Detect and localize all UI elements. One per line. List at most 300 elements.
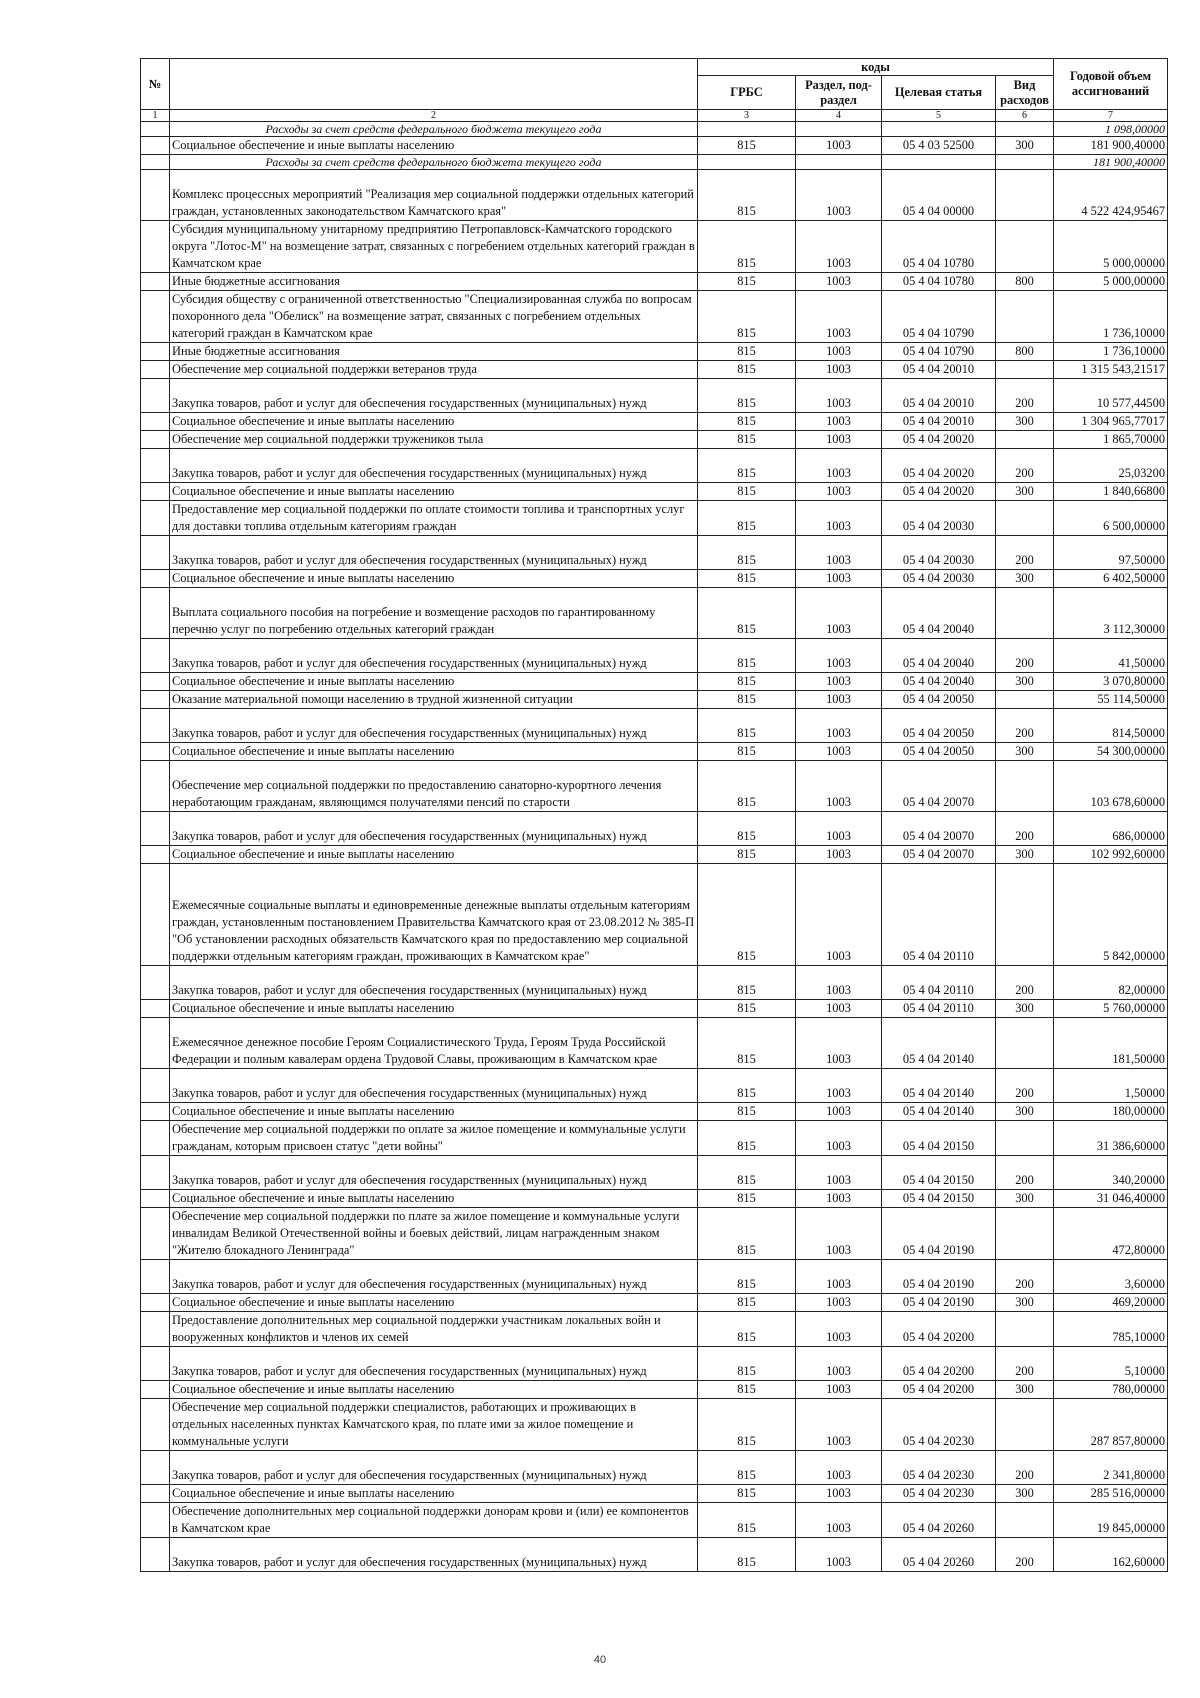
- target-article-cell: 05 4 04 20110: [882, 1000, 996, 1018]
- row-name-cell: Расходы за счет средств федерального бюджета текущего года: [170, 155, 698, 170]
- table-row: [141, 846, 1168, 864]
- grbs-cell: 815: [698, 673, 796, 691]
- target-article-cell: 05 4 03 52500: [882, 137, 996, 155]
- target-article-cell: [882, 155, 996, 170]
- amount-cell: 102 992,60000: [1054, 846, 1168, 864]
- row-name-cell: Закупка товаров, работ и услуг для обеспечения государственных (муниципальных) нужд: [170, 1260, 698, 1294]
- target-article-cell: 05 4 04 20230: [882, 1485, 996, 1503]
- row-name-cell: Социальное обеспечение и иные выплаты населению: [170, 570, 698, 588]
- target-article-cell: 05 4 04 20030: [882, 570, 996, 588]
- section-cell: 1003: [796, 1485, 882, 1503]
- row-number-cell: [141, 1121, 170, 1156]
- table-row: [141, 449, 1168, 483]
- section-cell: 1003: [796, 709, 882, 743]
- amount-cell: 2 341,80000: [1054, 1451, 1168, 1485]
- section-cell: 1003: [796, 1156, 882, 1190]
- row-name-cell: Закупка товаров, работ и услуг для обеспечения государственных (муниципальных) нужд: [170, 536, 698, 570]
- grbs-cell: 815: [698, 812, 796, 846]
- table-row: [141, 1503, 1168, 1538]
- amount-cell: 785,10000: [1054, 1312, 1168, 1347]
- target-article-cell: 05 4 04 20040: [882, 673, 996, 691]
- row-name-cell: Социальное обеспечение и иные выплаты населению: [170, 137, 698, 155]
- grbs-cell: 815: [698, 1347, 796, 1381]
- amount-cell: 1 865,70000: [1054, 431, 1168, 449]
- table-row: [141, 221, 1168, 273]
- section-cell: 1003: [796, 1190, 882, 1208]
- row-number-cell: [141, 709, 170, 743]
- amount-cell: 181 900,40000: [1054, 155, 1168, 170]
- row-name-cell: Социальное обеспечение и иные выплаты населению: [170, 1381, 698, 1399]
- table-row: [141, 343, 1168, 361]
- row-name-cell: Социальное обеспечение и иные выплаты населению: [170, 1485, 698, 1503]
- row-name-cell: Расходы за счет средств федерального бюджета текущего года: [170, 122, 698, 137]
- grbs-cell: 815: [698, 1451, 796, 1485]
- expense-type-cell: [996, 1312, 1054, 1347]
- row-number-cell: [141, 966, 170, 1000]
- grbs-cell: 815: [698, 413, 796, 431]
- appropriations-table: [140, 58, 1168, 1572]
- grbs-cell: 815: [698, 1121, 796, 1156]
- grbs-cell: 815: [698, 1503, 796, 1538]
- expense-type-cell: 300: [996, 1485, 1054, 1503]
- expense-type-cell: 200: [996, 1156, 1054, 1190]
- row-name-cell: Субсидия муниципальному унитарному предприятию Петропавловск-Камчатского городского округа "Лотос-М" на возмещение затрат, связанных с погребением отдельных категорий граждан в Камчатском крае: [170, 221, 698, 273]
- table-row: [141, 1121, 1168, 1156]
- grbs-cell: 815: [698, 743, 796, 761]
- expense-type-cell: [996, 291, 1054, 343]
- expense-type-cell: 200: [996, 1451, 1054, 1485]
- amount-cell: 469,20000: [1054, 1294, 1168, 1312]
- table-row: [141, 864, 1168, 966]
- section-cell: 1003: [796, 743, 882, 761]
- page-number: 40: [593, 1654, 607, 1666]
- table-row: [141, 1381, 1168, 1399]
- amount-cell: 3,60000: [1054, 1260, 1168, 1294]
- table-row: [141, 588, 1168, 639]
- row-number-cell: [141, 1018, 170, 1069]
- section-cell: 1003: [796, 379, 882, 413]
- table-row: [141, 966, 1168, 1000]
- table-row: [141, 1451, 1168, 1485]
- row-number-cell: [141, 1347, 170, 1381]
- grbs-cell: 815: [698, 431, 796, 449]
- grbs-cell: [698, 155, 796, 170]
- expense-type-cell: 300: [996, 413, 1054, 431]
- grbs-cell: 815: [698, 361, 796, 379]
- table-row: [141, 170, 1168, 221]
- table-row: [141, 483, 1168, 501]
- header-grbs: ГРБС: [698, 76, 796, 110]
- grbs-cell: 815: [698, 1538, 796, 1572]
- row-name-cell: Выплата социального пособия на погребение и возмещение расходов по гарантированному перечню услуг по погребению отдельных категорий граждан: [170, 588, 698, 639]
- row-number-cell: [141, 639, 170, 673]
- table-row: [141, 1190, 1168, 1208]
- row-number-cell: [141, 1208, 170, 1260]
- grbs-cell: 815: [698, 221, 796, 273]
- amount-cell: 5 000,00000: [1054, 221, 1168, 273]
- row-number-cell: [141, 449, 170, 483]
- row-name-cell: Обеспечение мер социальной поддержки ветеранов труда: [170, 361, 698, 379]
- section-cell: 1003: [796, 1347, 882, 1381]
- target-article-cell: 05 4 04 10780: [882, 221, 996, 273]
- section-cell: 1003: [796, 1069, 882, 1103]
- column-number: 6: [996, 110, 1054, 122]
- target-article-cell: 05 4 04 20260: [882, 1503, 996, 1538]
- amount-cell: 97,50000: [1054, 536, 1168, 570]
- row-number-cell: [141, 1451, 170, 1485]
- row-name-cell: Закупка товаров, работ и услуг для обеспечения государственных (муниципальных) нужд: [170, 449, 698, 483]
- target-article-cell: 05 4 04 20190: [882, 1260, 996, 1294]
- table-row: [141, 501, 1168, 536]
- grbs-cell: 815: [698, 1208, 796, 1260]
- row-name-cell: Обеспечение мер социальной поддержки по предоставлению санаторно-курортного лечения неработающим гражданам, являющимся получателями пенсий по старости: [170, 761, 698, 812]
- row-name-cell: Социальное обеспечение и иные выплаты населению: [170, 846, 698, 864]
- grbs-cell: 815: [698, 170, 796, 221]
- target-article-cell: 05 4 04 20140: [882, 1018, 996, 1069]
- expense-type-cell: 200: [996, 449, 1054, 483]
- section-cell: 1003: [796, 291, 882, 343]
- section-cell: 1003: [796, 966, 882, 1000]
- section-cell: 1003: [796, 361, 882, 379]
- row-name-cell: Социальное обеспечение и иные выплаты населению: [170, 1190, 698, 1208]
- row-number-cell: [141, 361, 170, 379]
- column-number: 3: [698, 110, 796, 122]
- target-article-cell: 05 4 04 20020: [882, 449, 996, 483]
- amount-cell: 55 114,50000: [1054, 691, 1168, 709]
- target-article-cell: 05 4 04 20150: [882, 1156, 996, 1190]
- table-row: [141, 536, 1168, 570]
- grbs-cell: 815: [698, 1156, 796, 1190]
- expense-type-cell: [996, 864, 1054, 966]
- section-cell: 1003: [796, 536, 882, 570]
- row-name-cell: Обеспечение мер социальной поддержки тружеников тыла: [170, 431, 698, 449]
- amount-cell: 25,03200: [1054, 449, 1168, 483]
- section-cell: 1003: [796, 691, 882, 709]
- row-number-cell: [141, 691, 170, 709]
- table-row: [141, 291, 1168, 343]
- amount-cell: 4 522 424,95467: [1054, 170, 1168, 221]
- amount-cell: 472,80000: [1054, 1208, 1168, 1260]
- grbs-cell: 815: [698, 449, 796, 483]
- target-article-cell: 05 4 04 20020: [882, 431, 996, 449]
- section-cell: 1003: [796, 137, 882, 155]
- target-article-cell: 05 4 04 20010: [882, 361, 996, 379]
- expense-type-cell: 200: [996, 966, 1054, 1000]
- section-cell: 1003: [796, 673, 882, 691]
- table-row: [141, 1294, 1168, 1312]
- expense-type-cell: [996, 361, 1054, 379]
- target-article-cell: 05 4 04 20110: [882, 864, 996, 966]
- expense-type-cell: [996, 1121, 1054, 1156]
- target-article-cell: 05 4 04 20110: [882, 966, 996, 1000]
- target-article-cell: 05 4 04 20140: [882, 1103, 996, 1121]
- header-target: Целевая статья: [882, 76, 996, 110]
- amount-cell: 1 840,66800: [1054, 483, 1168, 501]
- section-cell: 1003: [796, 343, 882, 361]
- section-cell: 1003: [796, 501, 882, 536]
- expense-type-cell: [996, 1503, 1054, 1538]
- target-article-cell: 05 4 04 20190: [882, 1294, 996, 1312]
- row-name-cell: Закупка товаров, работ и услуг для обеспечения государственных (муниципальных) нужд: [170, 966, 698, 1000]
- row-number-cell: [141, 291, 170, 343]
- section-cell: 1003: [796, 1538, 882, 1572]
- row-name-cell: Ежемесячные социальные выплаты и единовременные денежные выплаты отдельным категориям граждан, установленным постановлением Правительства Камчатского края от 23.08.2012 № 385-П "Об установлении расходных обязательств Камчатского края по предоставлению мер социальной поддержки отдельным категориям граждан, проживающих в Камчатском крае": [170, 864, 698, 966]
- table-row: [141, 709, 1168, 743]
- amount-cell: 814,50000: [1054, 709, 1168, 743]
- table-row: [141, 1156, 1168, 1190]
- grbs-cell: 815: [698, 501, 796, 536]
- row-name-cell: Социальное обеспечение и иные выплаты населению: [170, 413, 698, 431]
- target-article-cell: 05 4 04 20010: [882, 413, 996, 431]
- expense-type-cell: [996, 155, 1054, 170]
- grbs-cell: 815: [698, 1190, 796, 1208]
- amount-cell: 103 678,60000: [1054, 761, 1168, 812]
- table-row: [141, 1018, 1168, 1069]
- amount-cell: 1 736,10000: [1054, 291, 1168, 343]
- table-row: [141, 122, 1168, 137]
- target-article-cell: 05 4 04 20070: [882, 812, 996, 846]
- section-cell: 1003: [796, 431, 882, 449]
- expense-type-cell: [996, 761, 1054, 812]
- table-row: [141, 570, 1168, 588]
- table-row: [141, 155, 1168, 170]
- table-row: [141, 431, 1168, 449]
- amount-cell: 5 000,00000: [1054, 273, 1168, 291]
- grbs-cell: 815: [698, 1069, 796, 1103]
- table-body: [141, 122, 1168, 1572]
- row-number-cell: [141, 122, 170, 137]
- row-number-cell: [141, 536, 170, 570]
- target-article-cell: 05 4 04 10780: [882, 273, 996, 291]
- table-row: [141, 1000, 1168, 1018]
- expense-type-cell: 200: [996, 1069, 1054, 1103]
- row-number-cell: [141, 343, 170, 361]
- amount-cell: 41,50000: [1054, 639, 1168, 673]
- section-cell: 1003: [796, 812, 882, 846]
- expense-type-cell: 200: [996, 379, 1054, 413]
- table-row: [141, 743, 1168, 761]
- row-name-cell: Иные бюджетные ассигнования: [170, 273, 698, 291]
- expense-type-cell: 200: [996, 1260, 1054, 1294]
- expense-type-cell: 300: [996, 483, 1054, 501]
- table-row: [141, 812, 1168, 846]
- target-article-cell: 05 4 04 20150: [882, 1190, 996, 1208]
- row-number-cell: [141, 1103, 170, 1121]
- amount-cell: 1 304 965,77017: [1054, 413, 1168, 431]
- amount-cell: 1,50000: [1054, 1069, 1168, 1103]
- target-article-cell: 05 4 04 20190: [882, 1208, 996, 1260]
- grbs-cell: 815: [698, 483, 796, 501]
- row-name-cell: Закупка товаров, работ и услуг для обеспечения государственных (муниципальных) нужд: [170, 812, 698, 846]
- target-article-cell: 05 4 04 10790: [882, 343, 996, 361]
- header-codes: коды: [698, 59, 1054, 76]
- section-cell: 1003: [796, 1260, 882, 1294]
- grbs-cell: [698, 122, 796, 137]
- amount-cell: 1 098,00000: [1054, 122, 1168, 137]
- row-number-cell: [141, 761, 170, 812]
- amount-cell: 3 070,80000: [1054, 673, 1168, 691]
- row-name-cell: Обеспечение мер социальной поддержки по плате за жилое помещение и коммунальные услуги инвалидам Великой Отечественной войны и боевых действий, лицам награжденным знаком "Жителю блокадного Ленинграда": [170, 1208, 698, 1260]
- grbs-cell: 815: [698, 639, 796, 673]
- row-name-cell: Социальное обеспечение и иные выплаты населению: [170, 1000, 698, 1018]
- table-row: [141, 1260, 1168, 1294]
- expense-type-cell: [996, 1208, 1054, 1260]
- header-amount: Годовой объем ассигнований: [1054, 59, 1168, 110]
- amount-cell: 5 842,00000: [1054, 864, 1168, 966]
- amount-cell: 181,50000: [1054, 1018, 1168, 1069]
- grbs-cell: 815: [698, 709, 796, 743]
- target-article-cell: 05 4 04 20050: [882, 743, 996, 761]
- header-section: Раздел, под-раздел: [796, 76, 882, 110]
- expense-type-cell: [996, 588, 1054, 639]
- row-number-cell: [141, 1294, 170, 1312]
- target-article-cell: 05 4 04 20050: [882, 691, 996, 709]
- table-row: [141, 413, 1168, 431]
- section-cell: 1003: [796, 1121, 882, 1156]
- expense-type-cell: 300: [996, 1381, 1054, 1399]
- amount-cell: 287 857,80000: [1054, 1399, 1168, 1451]
- amount-cell: 31 386,60000: [1054, 1121, 1168, 1156]
- table-row: [141, 1485, 1168, 1503]
- row-number-cell: [141, 221, 170, 273]
- amount-cell: 82,00000: [1054, 966, 1168, 1000]
- row-number-cell: [141, 846, 170, 864]
- row-name-cell: Обеспечение дополнительных мер социальной поддержки донорам крови и (или) ее компонентов в Камчатском крае: [170, 1503, 698, 1538]
- row-number-cell: [141, 812, 170, 846]
- amount-cell: 780,00000: [1054, 1381, 1168, 1399]
- row-number-cell: [141, 1000, 170, 1018]
- row-number-cell: [141, 431, 170, 449]
- expense-type-cell: 200: [996, 536, 1054, 570]
- grbs-cell: 815: [698, 1312, 796, 1347]
- row-number-cell: [141, 483, 170, 501]
- expense-type-cell: [996, 501, 1054, 536]
- row-number-cell: [141, 1260, 170, 1294]
- row-number-cell: [141, 1190, 170, 1208]
- row-name-cell: Закупка товаров, работ и услуг для обеспечения государственных (муниципальных) нужд: [170, 379, 698, 413]
- target-article-cell: 05 4 04 20020: [882, 483, 996, 501]
- row-name-cell: Оказание материальной помощи населению в трудной жизненной ситуации: [170, 691, 698, 709]
- amount-cell: 19 845,00000: [1054, 1503, 1168, 1538]
- amount-cell: 1 736,10000: [1054, 343, 1168, 361]
- column-number: 1: [141, 110, 170, 122]
- expense-type-cell: [996, 691, 1054, 709]
- table-row: [141, 1103, 1168, 1121]
- table-row: [141, 673, 1168, 691]
- section-cell: 1003: [796, 1294, 882, 1312]
- amount-cell: 10 577,44500: [1054, 379, 1168, 413]
- expense-type-cell: [996, 122, 1054, 137]
- row-name-cell: Закупка товаров, работ и услуг для обеспечения государственных (муниципальных) нужд: [170, 1069, 698, 1103]
- expense-type-cell: 200: [996, 709, 1054, 743]
- row-name-cell: Социальное обеспечение и иные выплаты населению: [170, 1103, 698, 1121]
- target-article-cell: 05 4 04 20040: [882, 588, 996, 639]
- grbs-cell: 815: [698, 691, 796, 709]
- target-article-cell: 05 4 04 20030: [882, 501, 996, 536]
- grbs-cell: 815: [698, 137, 796, 155]
- row-number-cell: [141, 413, 170, 431]
- grbs-cell: 815: [698, 588, 796, 639]
- header-type: Вид расходов: [996, 76, 1054, 110]
- section-cell: 1003: [796, 273, 882, 291]
- amount-cell: 3 112,30000: [1054, 588, 1168, 639]
- amount-cell: 6 500,00000: [1054, 501, 1168, 536]
- section-cell: 1003: [796, 1451, 882, 1485]
- section-cell: 1003: [796, 1312, 882, 1347]
- target-article-cell: 05 4 04 20200: [882, 1347, 996, 1381]
- expense-type-cell: 200: [996, 1538, 1054, 1572]
- table-row: [141, 1399, 1168, 1451]
- table-row: [141, 137, 1168, 155]
- row-name-cell: Комплекс процессных мероприятий "Реализация мер социальной поддержки отдельных категорий граждан, установленных законодательством Камчатского края": [170, 170, 698, 221]
- expense-type-cell: 200: [996, 812, 1054, 846]
- expense-type-cell: 300: [996, 846, 1054, 864]
- section-cell: 1003: [796, 846, 882, 864]
- amount-cell: 54 300,00000: [1054, 743, 1168, 761]
- row-name-cell: Закупка товаров, работ и услуг для обеспечения государственных (муниципальных) нужд: [170, 1347, 698, 1381]
- expense-type-cell: 300: [996, 137, 1054, 155]
- row-name-cell: Закупка товаров, работ и услуг для обеспечения государственных (муниципальных) нужд: [170, 709, 698, 743]
- section-cell: 1003: [796, 413, 882, 431]
- expense-type-cell: [996, 170, 1054, 221]
- expense-type-cell: 300: [996, 673, 1054, 691]
- row-name-cell: Предоставление мер социальной поддержки по оплате стоимости топлива и транспортных услуг для доставки топлива отдельным категориям граждан: [170, 501, 698, 536]
- target-article-cell: 05 4 04 20070: [882, 761, 996, 812]
- row-name-cell: Закупка товаров, работ и услуг для обеспечения государственных (муниципальных) нужд: [170, 1451, 698, 1485]
- row-number-cell: [141, 673, 170, 691]
- table-row: [141, 1208, 1168, 1260]
- section-cell: [796, 122, 882, 137]
- column-number: 7: [1054, 110, 1168, 122]
- row-number-cell: [141, 743, 170, 761]
- amount-cell: 5 760,00000: [1054, 1000, 1168, 1018]
- expense-type-cell: 300: [996, 1294, 1054, 1312]
- grbs-cell: 815: [698, 1260, 796, 1294]
- section-cell: 1003: [796, 1000, 882, 1018]
- section-cell: 1003: [796, 449, 882, 483]
- section-cell: 1003: [796, 221, 882, 273]
- expense-type-cell: [996, 1018, 1054, 1069]
- amount-cell: 6 402,50000: [1054, 570, 1168, 588]
- row-number-cell: [141, 570, 170, 588]
- row-name-cell: Закупка товаров, работ и услуг для обеспечения государственных (муниципальных) нужд: [170, 1538, 698, 1572]
- table-row: [141, 1312, 1168, 1347]
- table-row: [141, 361, 1168, 379]
- grbs-cell: 815: [698, 864, 796, 966]
- expense-type-cell: 300: [996, 1000, 1054, 1018]
- row-name-cell: Обеспечение мер социальной поддержки по оплате за жилое помещение и коммунальные услуги гражданам, которым присвоен статус "дети войны": [170, 1121, 698, 1156]
- row-name-cell: Ежемесячное денежное пособие Героям Социалистического Труда, Героям Труда Российской Федерации и полным кавалерам ордена Трудовой Славы, проживающим в Камчатском крае: [170, 1018, 698, 1069]
- target-article-cell: 05 4 04 20140: [882, 1069, 996, 1103]
- row-number-cell: [141, 588, 170, 639]
- row-name-cell: Социальное обеспечение и иные выплаты населению: [170, 673, 698, 691]
- row-name-cell: Субсидия обществу с ограниченной ответственностью "Специализированная служба по вопросам похоронного дела "Обелиск" на возмещение затрат, связанных с погребением отдельных категорий граждан в Камчатском крае: [170, 291, 698, 343]
- expense-type-cell: 800: [996, 273, 1054, 291]
- expense-type-cell: 300: [996, 1190, 1054, 1208]
- table-row: [141, 1347, 1168, 1381]
- target-article-cell: 05 4 04 20150: [882, 1121, 996, 1156]
- section-cell: 1003: [796, 170, 882, 221]
- section-cell: 1003: [796, 1381, 882, 1399]
- expense-type-cell: [996, 1399, 1054, 1451]
- amount-cell: 31 046,40000: [1054, 1190, 1168, 1208]
- table-row: [141, 639, 1168, 673]
- header-number: №: [141, 59, 170, 110]
- row-number-cell: [141, 1538, 170, 1572]
- row-number-cell: [141, 1312, 170, 1347]
- section-cell: 1003: [796, 761, 882, 812]
- grbs-cell: 815: [698, 379, 796, 413]
